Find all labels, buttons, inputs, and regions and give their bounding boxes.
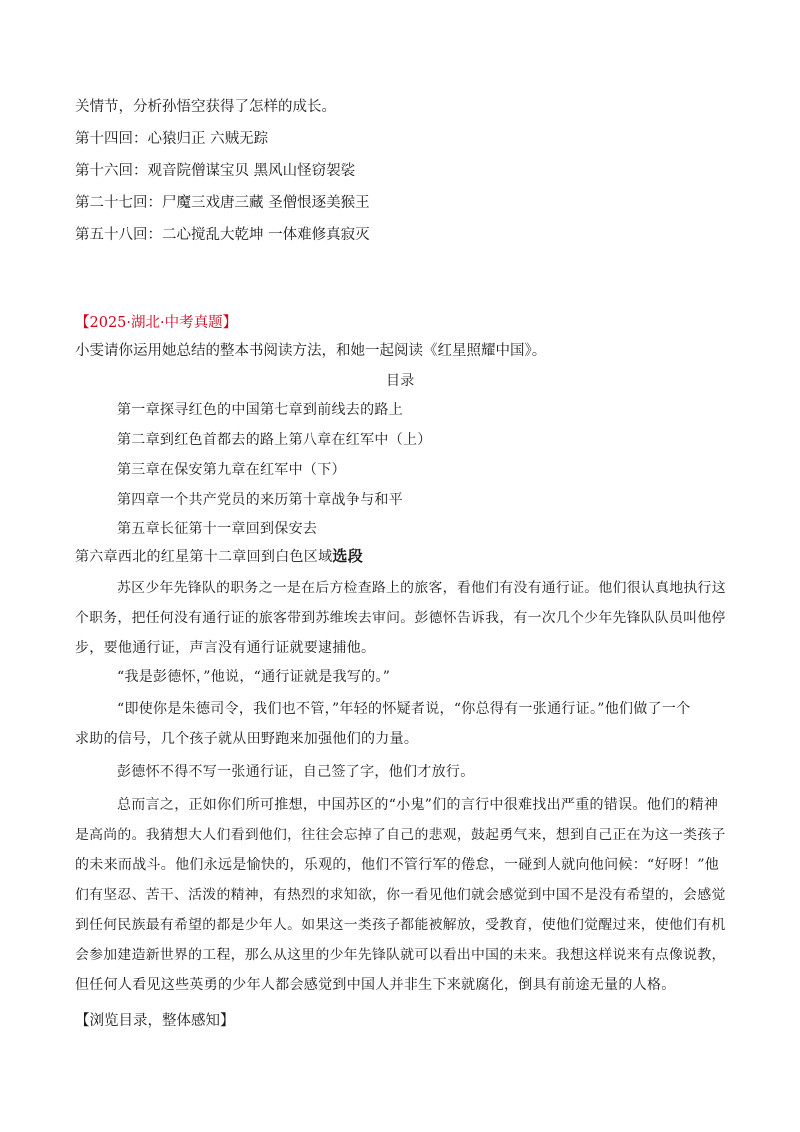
passage-line: 总而言之，正如你们所可推想，中国苏区的“小鬼”们的言行中很难找出严重的错误。他们的精神 [117, 797, 719, 813]
passage-line: 到任何民族最有希望的都是少年人。如果这一类孩子都能被解放，受教育，使他们觉醒过来，使他们有机 [75, 917, 726, 933]
task-heading: 【浏览目录，整体感知】 [75, 1013, 235, 1029]
passage-line: 的未来而战斗。他们永远是愉快的，乐观的，他们不管行军的倦怠，一碰到人就向他问候：“好呀！”他 [75, 857, 720, 873]
passage-line: 个职务，把任何没有通行证的旅客带到苏维埃去审问。彭德怀告诉我，有一次几个少年先锋队队员叫他停 [75, 610, 726, 626]
toc-row: 第五章长征第十一章回到保安去 [117, 521, 318, 537]
passage-line: 彭德怀不得不写一张通行证，自己签了字，他们才放行。 [117, 764, 475, 780]
passage-line: 但任何人看见这些英勇的少年人都会感觉到中国人并非生下来就腐化，倒具有前途无量的人格。 [75, 977, 676, 993]
passage-line: 步，要他通行证，声言没有通行证就要逮捕他。 [75, 640, 376, 656]
toc-title: 目录 [386, 373, 415, 389]
toc-row: 第一章探寻红色的中国第七章到前线去的路上 [117, 402, 403, 418]
question-intro: 小雯请你运用她总结的整本书阅读方法，和她一起阅读《红星照耀中国》。 [75, 343, 547, 359]
toc-row-text: 第六章西北的红星第十二章回到白色区域 [75, 549, 333, 565]
passage-line: 会参加建造新世界的工程，那么从这里的少年先锋队就可以看出中国的未来。我想这样说来有点像说教， [75, 947, 726, 963]
toc-row: 第四章一个共产党员的来历第十章战争与和平 [117, 492, 403, 508]
intro-tail-text: 关情节，分析孙悟空获得了怎样的成长。 [75, 99, 336, 115]
toc-last-row [75, 546, 363, 567]
toc-row: 第二章到红色首都去的路上第八章在红军中（上） [117, 432, 432, 448]
passage-line: 苏区少年先锋队的职务之一是在后方检查路上的旅客，看他们有没有通行证。他们很认真地执行这 [117, 580, 726, 596]
selection-label: 选段 [332, 547, 364, 565]
exam-source-tag: 【2025·湖北·中考真题】 [75, 315, 238, 331]
passage-line: 们有坚忍、苦干、活泼的精神，有热烈的求知欲，你一看见他们就会感觉到中国不是没有希望的，会感觉 [75, 887, 726, 903]
chapter-item: 第十四回：心猿归正 六贼无踪 [75, 131, 269, 147]
toc-row: 第三章在保安第九章在红军中（下） [117, 462, 346, 478]
passage-line: 是高尚的。我猜想大人们看到他们，往往会忘掉了自己的悲观，鼓起勇气来，想到自己正在为这一类孩子 [75, 827, 726, 843]
passage-line: “我是彭德怀，”他说，“通行证就是我写的。” [117, 669, 391, 685]
chapter-item: 第十六回：观音院僧谋宝贝 黑风山怪窃袈裟 [75, 163, 356, 179]
passage-line: 求助的信号，几个孩子就从田野跑来加强他们的力量。 [75, 731, 419, 747]
chapter-item: 第五十八回：二心搅乱大乾坤 一体难修真寂灭 [75, 227, 370, 243]
chapter-item: 第二十七回：尸魔三戏唐三藏 圣僧恨逐美猴王 [75, 195, 370, 211]
passage-line: “即使你是朱德司令，我们也不管，”年轻的怀疑者说，“你总得有一张通行证。”他们做了一个 [117, 701, 691, 717]
